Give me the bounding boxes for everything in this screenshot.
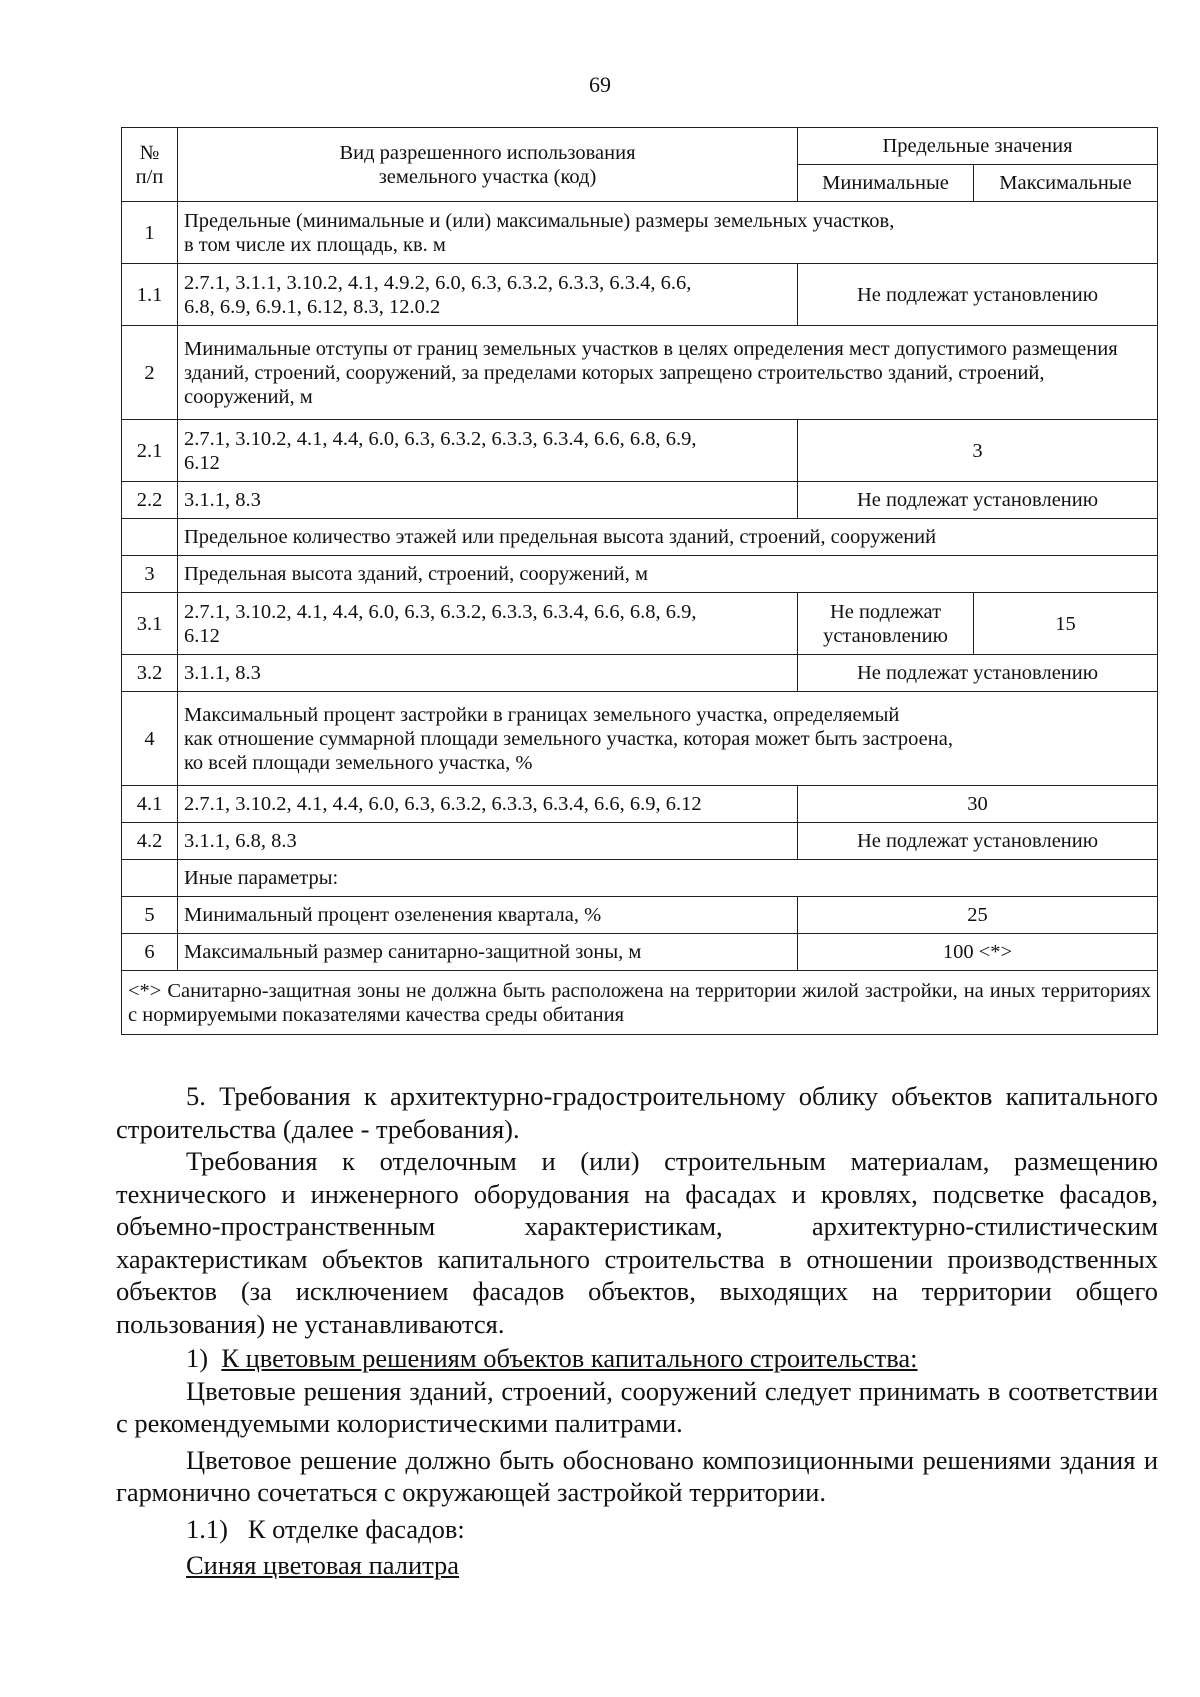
paragraph-color-justification: Цветовое решение должно быть обосновано композиционными решениями здания и гармонично сочетаться с окружающей застройкой территории. [116,1444,1158,1507]
row-section-text: Иные параметры: [178,860,1158,897]
row-parameter: Минимальный процент озеленения квартала, % [178,897,798,934]
row-value: 3 [798,420,1158,482]
row-parameter: Максимальный размер санитарно-защитной зоны, м [178,934,798,971]
table-row [122,556,1158,593]
row-number: 6 [122,934,178,971]
table-row [122,482,1158,519]
row-codes: 3.1.1, 6.8, 8.3 [178,823,798,860]
table-row [122,593,1158,655]
table-row [122,420,1158,482]
paragraph-color-palettes: Цветовые решения зданий, строений, сооружений следует принимать в соответствии с рекомендуемыми колористическими палитрами. [116,1375,1158,1438]
row-number: 2 [122,326,178,420]
paragraph-requirements: 5. Требования к архитектурно-градостроительному облику объектов капитального строительства (далее - требования). [116,1081,1158,1144]
table-row [122,264,1158,326]
header-min: Минимальные [798,165,974,202]
row-number: 1 [122,202,178,264]
row-value: 25 [798,897,1158,934]
row-number: 4.2 [122,823,178,860]
header-max: Максимальные [974,165,1158,202]
limits-table [121,127,1158,1035]
table-row [122,326,1158,420]
row-section-text: Предельное количество этажей или предельная высота зданий, строений, сооружений [178,519,1158,556]
table-row [122,934,1158,971]
table-row [122,897,1158,934]
row-codes: 2.7.1, 3.1.1, 3.10.2, 4.1, 4.9.2, 6.0, 6.3, 6.3.2, 6.3.3, 6.3.4, 6.6, 6.8, 6.9, 6.9.1, 6.12, 8.3, 12.0.2 [178,264,798,326]
row-value: 30 [798,786,1158,823]
header-limits: Предельные значения [798,128,1158,165]
row-codes: 3.1.1, 8.3 [178,655,798,692]
row-number: 3.2 [122,655,178,692]
table-row [122,655,1158,692]
row-codes: 2.7.1, 3.10.2, 4.1, 4.4, 6.0, 6.3, 6.3.2, 6.3.3, 6.3.4, 6.6, 6.8, 6.9, 6.12 [178,593,798,655]
paragraph-materials: Требования к отделочным и (или) строительным материалам, размещению технического и инженерного оборудования на фасадах и кровлях, подсветке фасадов, объемно-пространственным характеристикам, архитектурно-стилистическим характеристикам объектов капитального строительства в отношении производственных объектов (за исключением фасадов объектов, выходящих на территории общего пользования) не устанавливаются. [116,1146,1158,1339]
heading-number: 1) [186,1343,209,1373]
table-row [122,823,1158,860]
row-number: 4.1 [122,786,178,823]
table-row [122,692,1158,786]
heading-text: К цветовым решениям объектов капитального строительства: [221,1343,918,1373]
row-number: 2.2 [122,482,178,519]
row-section-text: Предельные (минимальные и (или) максимальные) размеры земельных участков, в том числе их площадь, кв. м [178,202,1158,264]
heading-number: 1.1) [186,1513,228,1544]
row-min-value: Не подлежат установлению [798,593,974,655]
header-num: № п/п [122,128,178,202]
row-number: 3.1 [122,593,178,655]
row-number [122,860,178,897]
header-type: Вид разрешенного использования земельного участка (код) [178,128,798,202]
table-row [122,860,1158,897]
heading-blue-palette [116,1549,1158,1582]
body-text [116,1080,1158,1582]
row-number: 5 [122,897,178,934]
table-row [122,519,1158,556]
row-value: Не подлежат установлению [798,655,1158,692]
heading-text: К отделке фасадов: [247,1513,465,1544]
heading-facade-finishing [116,1513,1158,1546]
row-value: Не подлежат установлению [798,264,1158,326]
row-codes: 2.7.1, 3.10.2, 4.1, 4.4, 6.0, 6.3, 6.3.2, 6.3.3, 6.3.4, 6.6, 6.8, 6.9, 6.12 [178,420,798,482]
row-number: 2.1 [122,420,178,482]
row-section-text: Минимальные отступы от границ земельных участков в целях определения мест допустимого размещения зданий, строений, сооружений, за пределами которых запрещено строительство зданий, строений, сооружений, м [178,326,1158,420]
heading-color-solutions [116,1342,1158,1375]
table-row [122,786,1158,823]
row-section-text: Предельная высота зданий, строений, сооружений, м [178,556,1158,593]
row-codes: 2.7.1, 3.10.2, 4.1, 4.4, 6.0, 6.3, 6.3.2, 6.3.3, 6.3.4, 6.6, 6.9, 6.12 [178,786,798,823]
row-section-text: Максимальный процент застройки в границах земельного участка, определяемый как отношение суммарной площади земельного участка, которая может быть застроена, ко всей площади земельного участка, % [178,692,1158,786]
row-number [122,519,178,556]
row-value: 100 <*> [798,934,1158,971]
row-number: 3 [122,556,178,593]
row-value: Не подлежат установлению [798,823,1158,860]
table-header-row [122,128,1158,165]
table-row [122,202,1158,264]
page-number: 69 [589,72,611,97]
row-number: 1.1 [122,264,178,326]
heading-text: Синяя цветовая палитра [186,1550,460,1580]
row-codes: 3.1.1, 8.3 [178,482,798,519]
table-footnote: <*> Санитарно-защитная зоны не должна быть расположена на территории жилой застройки, на иных территориях с нормируемыми показателями качества среды обитания [122,971,1158,1035]
table-footnote-row [122,971,1158,1035]
row-value: Не подлежат установлению [798,482,1158,519]
row-number: 4 [122,692,178,786]
row-max-value: 15 [974,593,1158,655]
